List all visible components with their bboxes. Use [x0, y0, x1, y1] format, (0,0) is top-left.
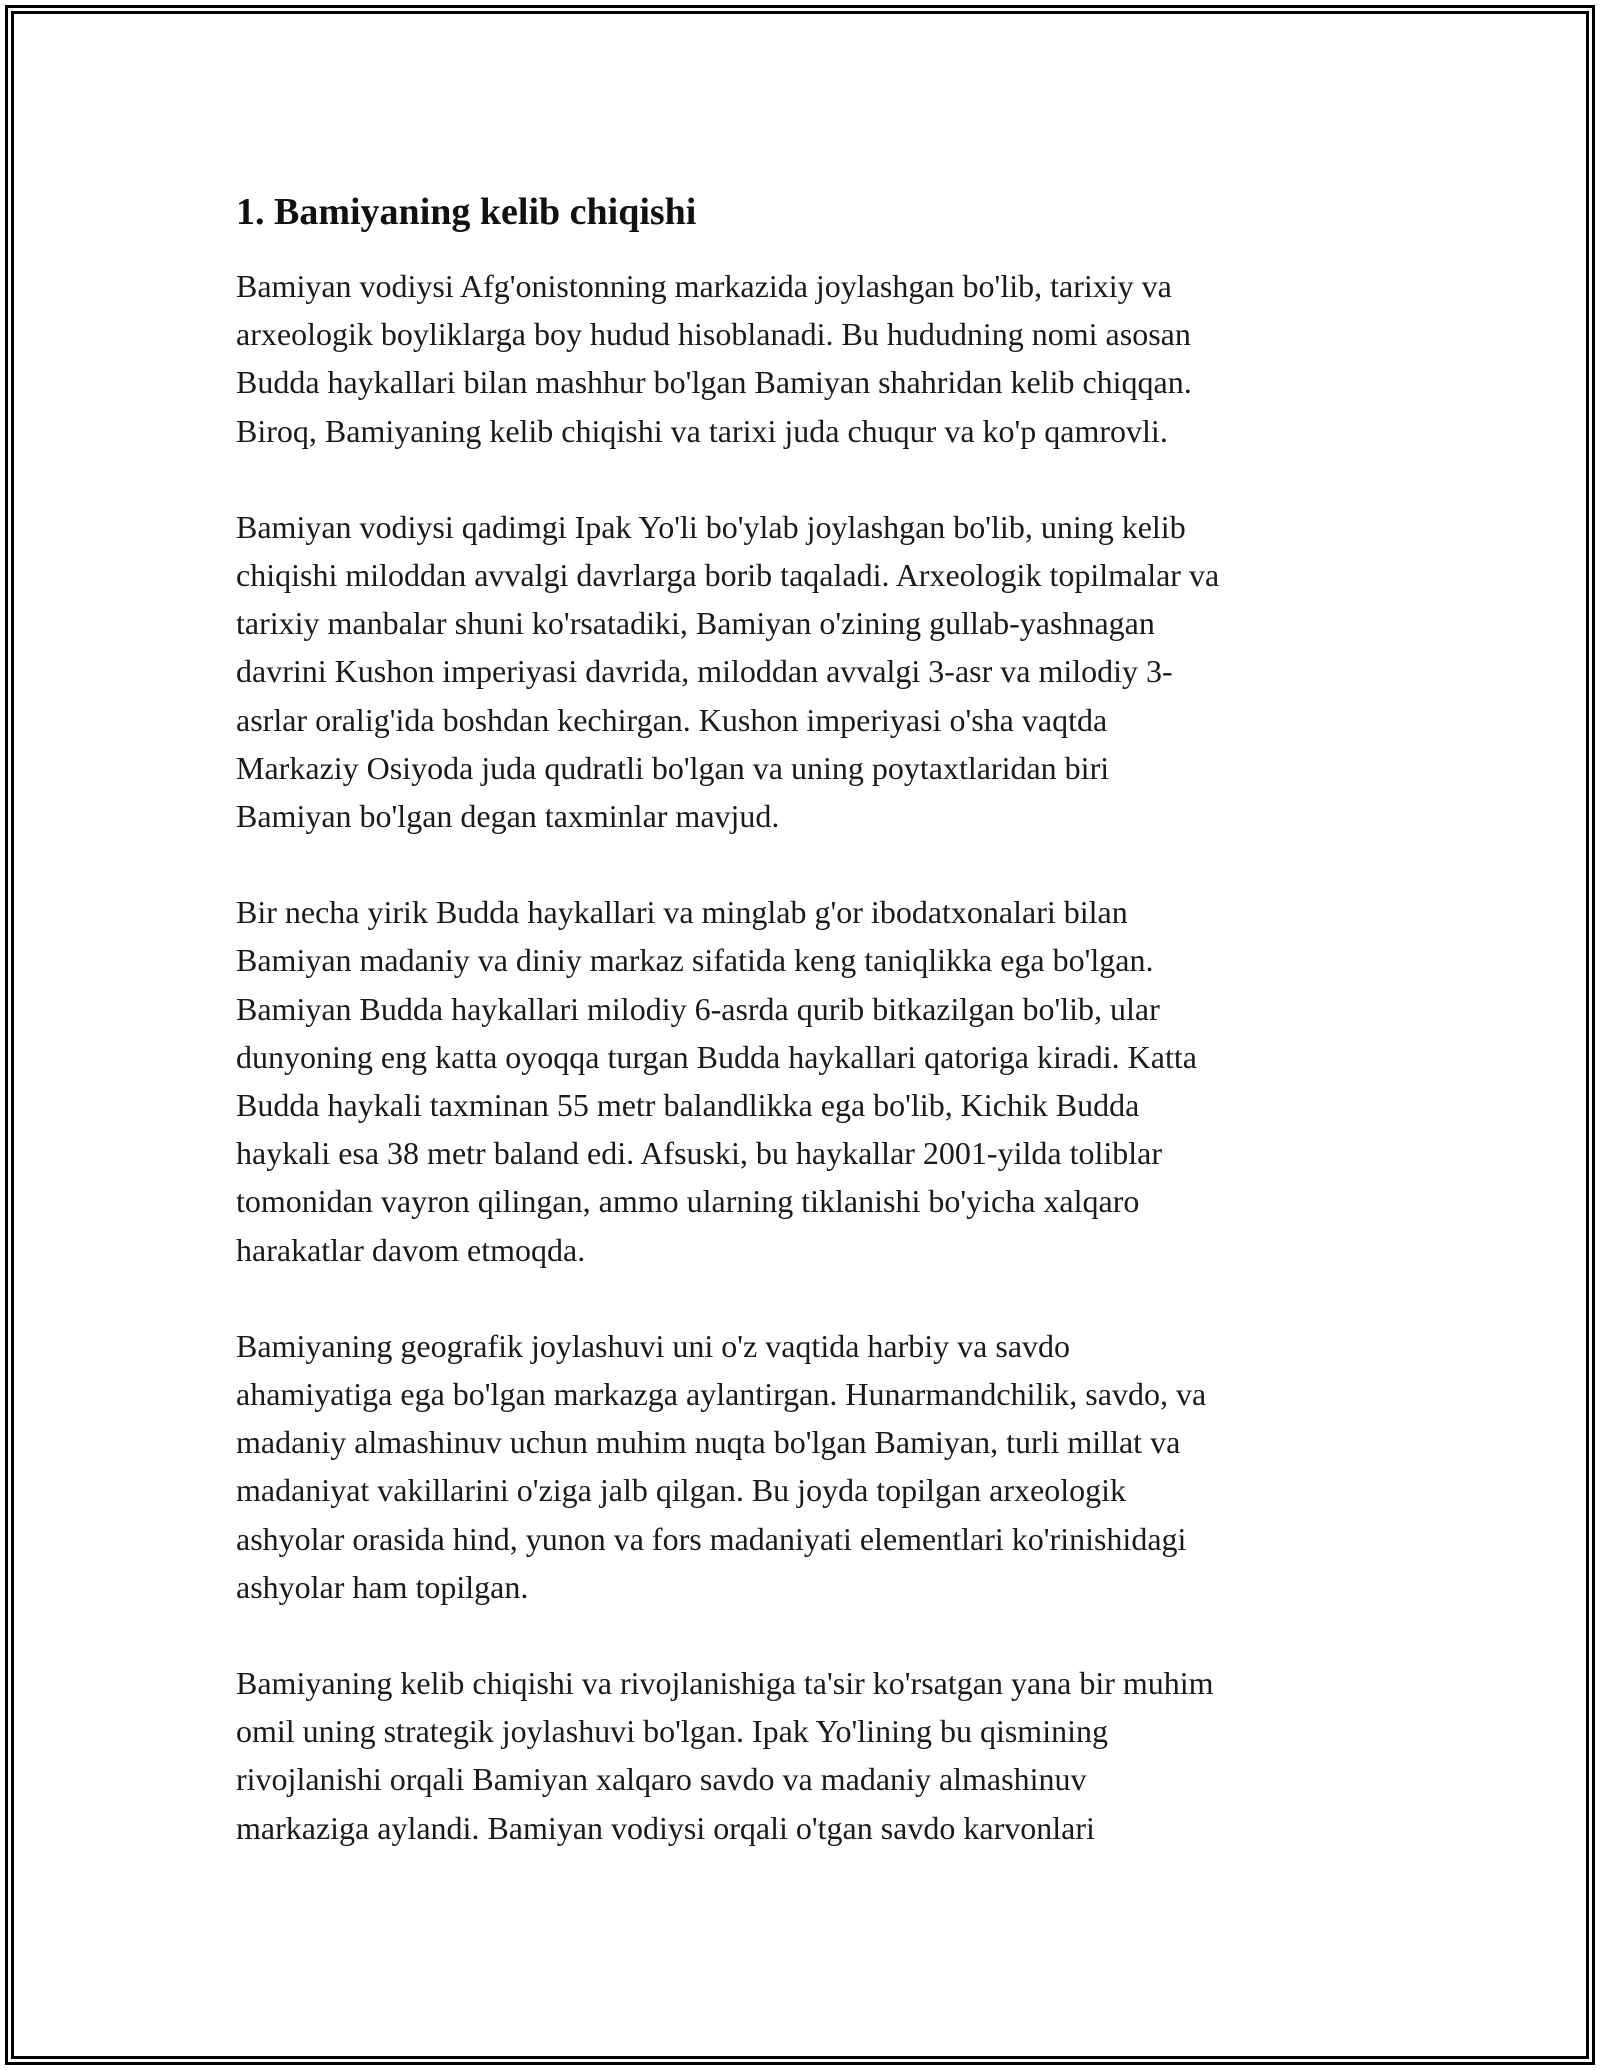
text-line: ahamiyatiga ega bo'lgan markazga aylantirgan. Hunarmandchilik, savdo, va — [236, 1376, 1207, 1413]
text-line: dunyoning eng katta oyoqqa turgan Budda haykallari qatoriga kiradi. Katta — [236, 1038, 1197, 1075]
text-line: asrlar oralig'ida boshdan kechirgan. Kushon imperiyasi o'sha vaqtda — [236, 701, 1108, 738]
text-line: Biroq, Bamiyaning kelib chiqishi va tarixi juda chuqur va ko'p qamrovli. — [236, 412, 1168, 449]
text-line: tarixiy manbalar shuni ko'rsatadiki, Bamiyan o'zining gullab-yashnagan — [236, 605, 1155, 642]
text-line: markaziga aylandi. Bamiyan vodiysi orqali o'tgan savdo karvonlari — [236, 1809, 1095, 1846]
paragraph-5 — [236, 1659, 1376, 1852]
text-line: ashyolar orasida hind, yunon va fors madaniyati elementlari ko'rinishidagi — [236, 1520, 1187, 1557]
text-line: chiqishi miloddan avvalgi davrlarga borib taqaladi. Arxeologik topilmalar va — [236, 557, 1220, 594]
text-line: harakatlar davom etmoqda. — [236, 1231, 586, 1268]
text-line: rivojlanishi orqali Bamiyan xalqaro savdo va madaniy almashinuv — [236, 1761, 1087, 1798]
text-line: Bamiyan vodiysi Afg'onistonning markazida joylashgan bo'lib, tarixiy va — [236, 268, 1172, 304]
text-line: Markaziy Osiyoda juda qudratli bo'lgan va uning poytaxtlaridan biri — [236, 749, 1110, 786]
paragraph-2 — [236, 503, 1376, 840]
paragraph-3 — [236, 888, 1376, 1274]
text-line: madaniy almashinuv uchun muhim nuqta bo'lgan Bamiyan, turli millat va — [236, 1424, 1181, 1461]
section-heading: 1. Bamiyaning kelib chiqishi — [236, 191, 697, 233]
text-line: Bamiyaning kelib chiqishi va rivojlanishiga ta'sir ko'rsatgan yana bir muhim — [236, 1665, 1214, 1702]
text-line: haykali esa 38 metr baland edi. Afsuski, bu haykallar 2001-yilda toliblar — [236, 1135, 1162, 1172]
text-line: tomonidan vayron qilingan, ammo ularning tiklanishi bo'yicha xalqaro — [236, 1183, 1140, 1220]
text-line: ashyolar ham topilgan. — [236, 1568, 529, 1605]
text-line: Budda haykali taxminan 55 metr balandlikka ega bo'lib, Kichik Budda — [236, 1087, 1140, 1124]
paragraph-1 — [236, 262, 1376, 455]
document-body — [236, 188, 1376, 1852]
text-line: Budda haykallari bilan mashhur bo'lgan Bamiyan shahridan kelib chiqqan. — [236, 364, 1192, 401]
text-line: arxeologik boyliklarga boy hudud hisoblanadi. Bu hududning nomi asosan — [236, 316, 1191, 353]
text-line: Bamiyan madaniy va diniy markaz sifatida keng taniqlikka ega bo'lgan. — [236, 942, 1154, 979]
text-line: Bamiyan vodiysi qadimgi Ipak Yo'li bo'ylab joylashgan bo'lib, uning kelib — [236, 508, 1186, 545]
text-line: Bamiyaning geografik joylashuvi uni o'z vaqtida harbiy va savdo — [236, 1327, 1071, 1364]
text-line: omil uning strategik joylashuvi bo'lgan. Ipak Yo'lining bu qismining — [236, 1713, 1108, 1750]
text-line: davrini Kushon imperiyasi davrida, miloddan avvalgi 3-asr va milodiy 3- — [236, 653, 1173, 690]
text-line: Bamiyan bo'lgan degan taxminlar mavjud. — [236, 798, 780, 835]
paragraph-4 — [236, 1322, 1376, 1611]
text-line: Bamiyan Budda haykallari milodiy 6-asrda qurib bitkazilgan bo'lib, ular — [236, 990, 1160, 1027]
text-line: Bir necha yirik Budda haykallari va minglab g'or ibodatxonalari bilan — [236, 894, 1128, 931]
text-line: madaniyat vakillarini o'ziga jalb qilgan. Bu joyda topilgan arxeologik — [236, 1472, 1126, 1509]
